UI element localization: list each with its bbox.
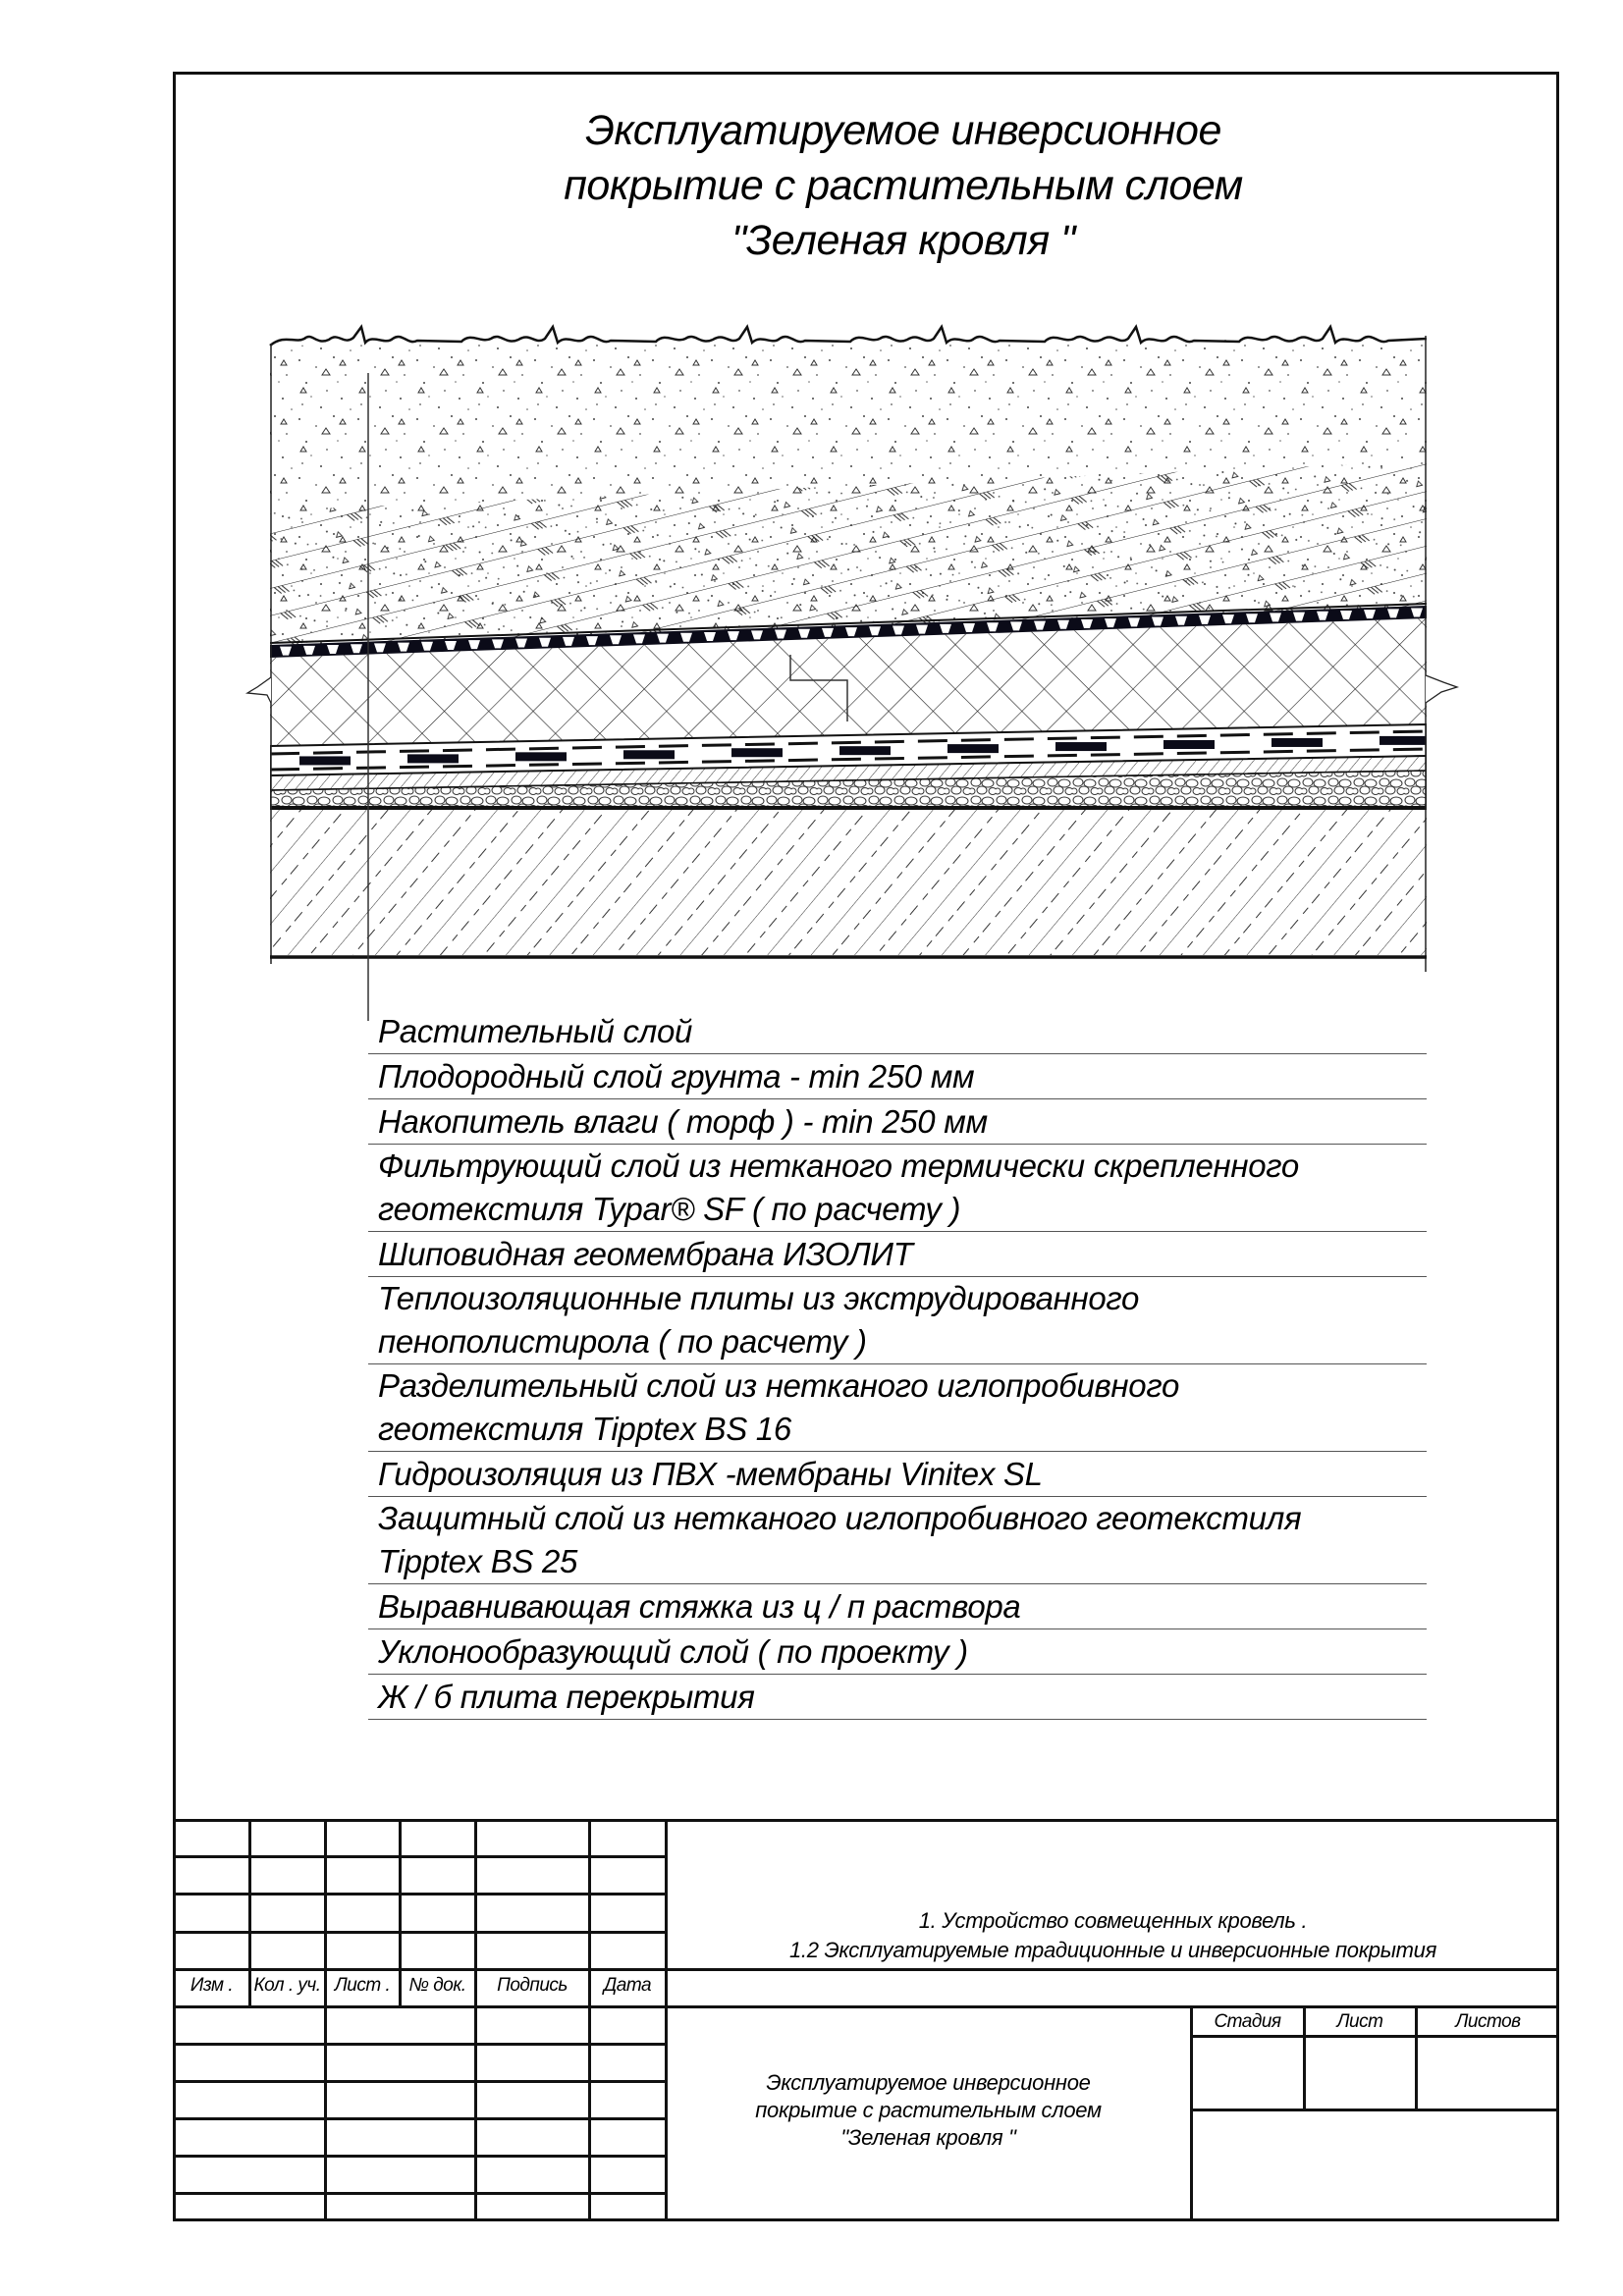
- sheets-label: Листов: [1455, 2011, 1521, 2032]
- header-change: Изм .: [189, 1975, 234, 1996]
- stage-label: Стадия: [1214, 2011, 1281, 2032]
- rc-slab-layer: [270, 810, 1427, 955]
- header-date: Дата: [603, 1975, 652, 1996]
- sheet-title-line-1: Эксплуатируемое инверсионное: [766, 2070, 1091, 2095]
- legend-item: Шиповидная геомембрана ИЗОЛИТ: [368, 1232, 1427, 1277]
- project-line-1: 1. Устройство совмещенных кровель .: [918, 1908, 1308, 1933]
- break-mark-left: [247, 677, 271, 703]
- legend-item: Растительный слой: [368, 1009, 1427, 1054]
- break-mark-right: [1426, 675, 1457, 703]
- header-qty: Кол . уч.: [253, 1975, 321, 1996]
- roof-section-drawing: [0, 0, 1623, 1021]
- title-line-3: "Зеленая кровля ": [731, 217, 1075, 264]
- legend-item: Уклонообразующий слой ( по проекту ): [368, 1629, 1427, 1675]
- legend-item: Выравнивающая стяжка из ц / п раствора: [368, 1584, 1427, 1629]
- sheet-title: [667, 2069, 1190, 2152]
- legend-item: Защитный слой из нетканого иглопробивного геотекстиля Tipptex BS 25: [368, 1497, 1427, 1584]
- title-line-1: Эксплуатируемое инверсионное: [585, 107, 1221, 154]
- sheet-title-line-3: "Зеленая кровля ": [840, 2125, 1016, 2150]
- legend-item: Фильтрующий слой из нетканого термически скрепленного геотекстиля Typar® SF ( по расчету ): [368, 1145, 1427, 1232]
- legend-item: Ж / б плита перекрытия: [368, 1675, 1427, 1720]
- title-line-2: покрытие с растительным слоем: [564, 162, 1243, 209]
- layer-legend: [368, 1009, 1427, 1720]
- project-line-2: 1.2 Эксплуатируемые традиционные и инверсионные покрытия: [788, 1938, 1437, 1962]
- legend-item: Гидроизоляция из ПВХ -мембраны Vinitex SL: [368, 1452, 1427, 1497]
- header-signature: Подпись: [497, 1975, 568, 1996]
- legend-item: Теплоизоляционные плиты из экструдированного пенополистирола ( по расчету ): [368, 1277, 1427, 1364]
- legend-item: Накопитель влаги ( торф ) - min 250 мм: [368, 1099, 1427, 1145]
- sheet-label: Лист: [1336, 2011, 1383, 2032]
- header-doc-no: № док.: [408, 1975, 466, 1996]
- legend-item: Плодородный слой грунта - min 250 мм: [368, 1054, 1427, 1099]
- project-title: [667, 1906, 1559, 1965]
- sheet-title-line-2: покрытие с растительным слоем: [755, 2098, 1102, 2122]
- header-sheet: Лист .: [334, 1975, 391, 1996]
- legend-item: Разделительный слой из нетканого иглопробивного геотекстиля Tipptex BS 16: [368, 1364, 1427, 1452]
